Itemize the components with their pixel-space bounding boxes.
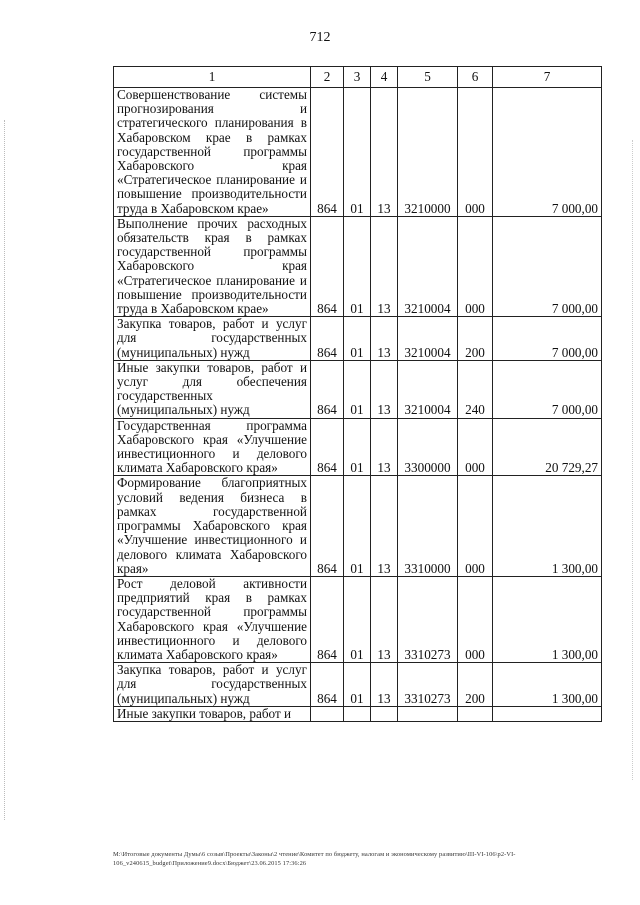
cell-subsection: 13 <box>371 360 398 418</box>
cell-amount: 1 300,00 <box>493 476 602 576</box>
cell-section: 01 <box>344 317 371 361</box>
row-description: Выполнение прочих расходных обязательств края в рамках государственной программы Хабаровского края «Стратегическое планирование и повышение производительности труда в Хабаровском крае» <box>114 216 311 316</box>
table-row <box>114 317 602 361</box>
cell-section <box>344 706 371 721</box>
row-description: Рост деловой активности предприятий края в рамках государственной программы Хабаровского края «Улучшение инвестиционного и делового климата Хабаровского края» <box>114 576 311 662</box>
cell-expense-type: 000 <box>458 418 493 476</box>
column-header: 1 <box>114 67 311 88</box>
cell-section: 01 <box>344 418 371 476</box>
column-header: 7 <box>493 67 602 88</box>
cell-subsection: 13 <box>371 317 398 361</box>
table-header-row <box>114 67 602 88</box>
cell-section: 01 <box>344 88 371 217</box>
cell-amount: 1 300,00 <box>493 663 602 707</box>
row-description: Совершенствование системы прогнозирования и стратегического планирования в Хабаровском крае в рамках государственной программы Хабаровского края «Стратегическое планирование и повышение производительности труда в Хабаровском крае» <box>114 88 311 217</box>
column-header: 5 <box>398 67 458 88</box>
cell-amount: 1 300,00 <box>493 576 602 662</box>
cell-expense-type: 000 <box>458 216 493 316</box>
cell-ministry-code: 864 <box>311 476 344 576</box>
cell-amount: 7 000,00 <box>493 317 602 361</box>
table-row <box>114 663 602 707</box>
page-number: 712 <box>309 30 331 45</box>
cell-ministry-code: 864 <box>311 317 344 361</box>
table-row <box>114 476 602 576</box>
cell-target-article: 3210004 <box>398 317 458 361</box>
budget-table <box>113 66 602 722</box>
cell-ministry-code: 864 <box>311 418 344 476</box>
cell-amount <box>493 706 602 721</box>
cell-expense-type: 200 <box>458 663 493 707</box>
cell-ministry-code: 864 <box>311 88 344 217</box>
table-row <box>114 88 602 217</box>
cell-section: 01 <box>344 663 371 707</box>
table-row <box>114 576 602 662</box>
cell-expense-type: 200 <box>458 317 493 361</box>
cell-expense-type: 000 <box>458 576 493 662</box>
cell-expense-type: 000 <box>458 88 493 217</box>
row-description: Закупка товаров, работ и услуг для государственных (муниципальных) нужд <box>114 663 311 707</box>
cell-subsection: 13 <box>371 663 398 707</box>
cell-ministry-code <box>311 706 344 721</box>
cell-ministry-code: 864 <box>311 663 344 707</box>
table-row <box>114 706 602 721</box>
cell-amount: 7 000,00 <box>493 360 602 418</box>
row-description: Закупка товаров, работ и услуг для государственных (муниципальных) нужд <box>114 317 311 361</box>
row-description: Государственная программа Хабаровского края «Улучшение инвестиционного и делового климата Хабаровского края» <box>114 418 311 476</box>
cell-section: 01 <box>344 360 371 418</box>
cell-target-article <box>398 706 458 721</box>
cell-section: 01 <box>344 216 371 316</box>
cell-amount: 7 000,00 <box>493 88 602 217</box>
column-header: 2 <box>311 67 344 88</box>
cell-subsection: 13 <box>371 476 398 576</box>
cell-section: 01 <box>344 576 371 662</box>
scan-edge-right <box>632 140 634 780</box>
cell-target-article: 3310000 <box>398 476 458 576</box>
cell-target-article: 3310273 <box>398 576 458 662</box>
cell-subsection: 13 <box>371 418 398 476</box>
table-row <box>114 418 602 476</box>
column-header: 4 <box>371 67 398 88</box>
cell-expense-type: 240 <box>458 360 493 418</box>
column-header: 6 <box>458 67 493 88</box>
cell-ministry-code: 864 <box>311 576 344 662</box>
cell-subsection <box>371 706 398 721</box>
cell-subsection: 13 <box>371 216 398 316</box>
cell-target-article: 3210004 <box>398 360 458 418</box>
cell-expense-type: 000 <box>458 476 493 576</box>
cell-ministry-code: 864 <box>311 216 344 316</box>
table-row <box>114 216 602 316</box>
cell-target-article: 3210000 <box>398 88 458 217</box>
cell-ministry-code: 864 <box>311 360 344 418</box>
row-description: Иные закупки товаров, работ и услуг для обеспечения государственных (муниципальных) нужд <box>114 360 311 418</box>
table-row <box>114 360 602 418</box>
cell-target-article: 3310273 <box>398 663 458 707</box>
cell-subsection: 13 <box>371 576 398 662</box>
cell-amount: 7 000,00 <box>493 216 602 316</box>
row-description: Формирование благоприятных условий ведения бизнеса в рамках государственной программы Хабаровского края «Улучшение инвестиционного и делового климата Хабаровского края» <box>114 476 311 576</box>
cell-target-article: 3210004 <box>398 216 458 316</box>
cell-subsection: 13 <box>371 88 398 217</box>
cell-section: 01 <box>344 476 371 576</box>
cell-target-article: 3300000 <box>398 418 458 476</box>
cell-expense-type <box>458 706 493 721</box>
document-file-path-footer: M:\Итоговые документы Думы\6 созыв\Проекты\Законы\2 чтение\Комитет по бюджету, налогам и экономическому развитию\III-VI-106\р2-VI-106_v240615_budget\Приложение9.docx\Бюджет\23.06.2015 17:36:26 <box>113 851 516 867</box>
column-header: 3 <box>344 67 371 88</box>
row-description: Иные закупки товаров, работ и <box>114 706 311 721</box>
cell-amount: 20 729,27 <box>493 418 602 476</box>
scan-edge-left <box>4 120 6 820</box>
